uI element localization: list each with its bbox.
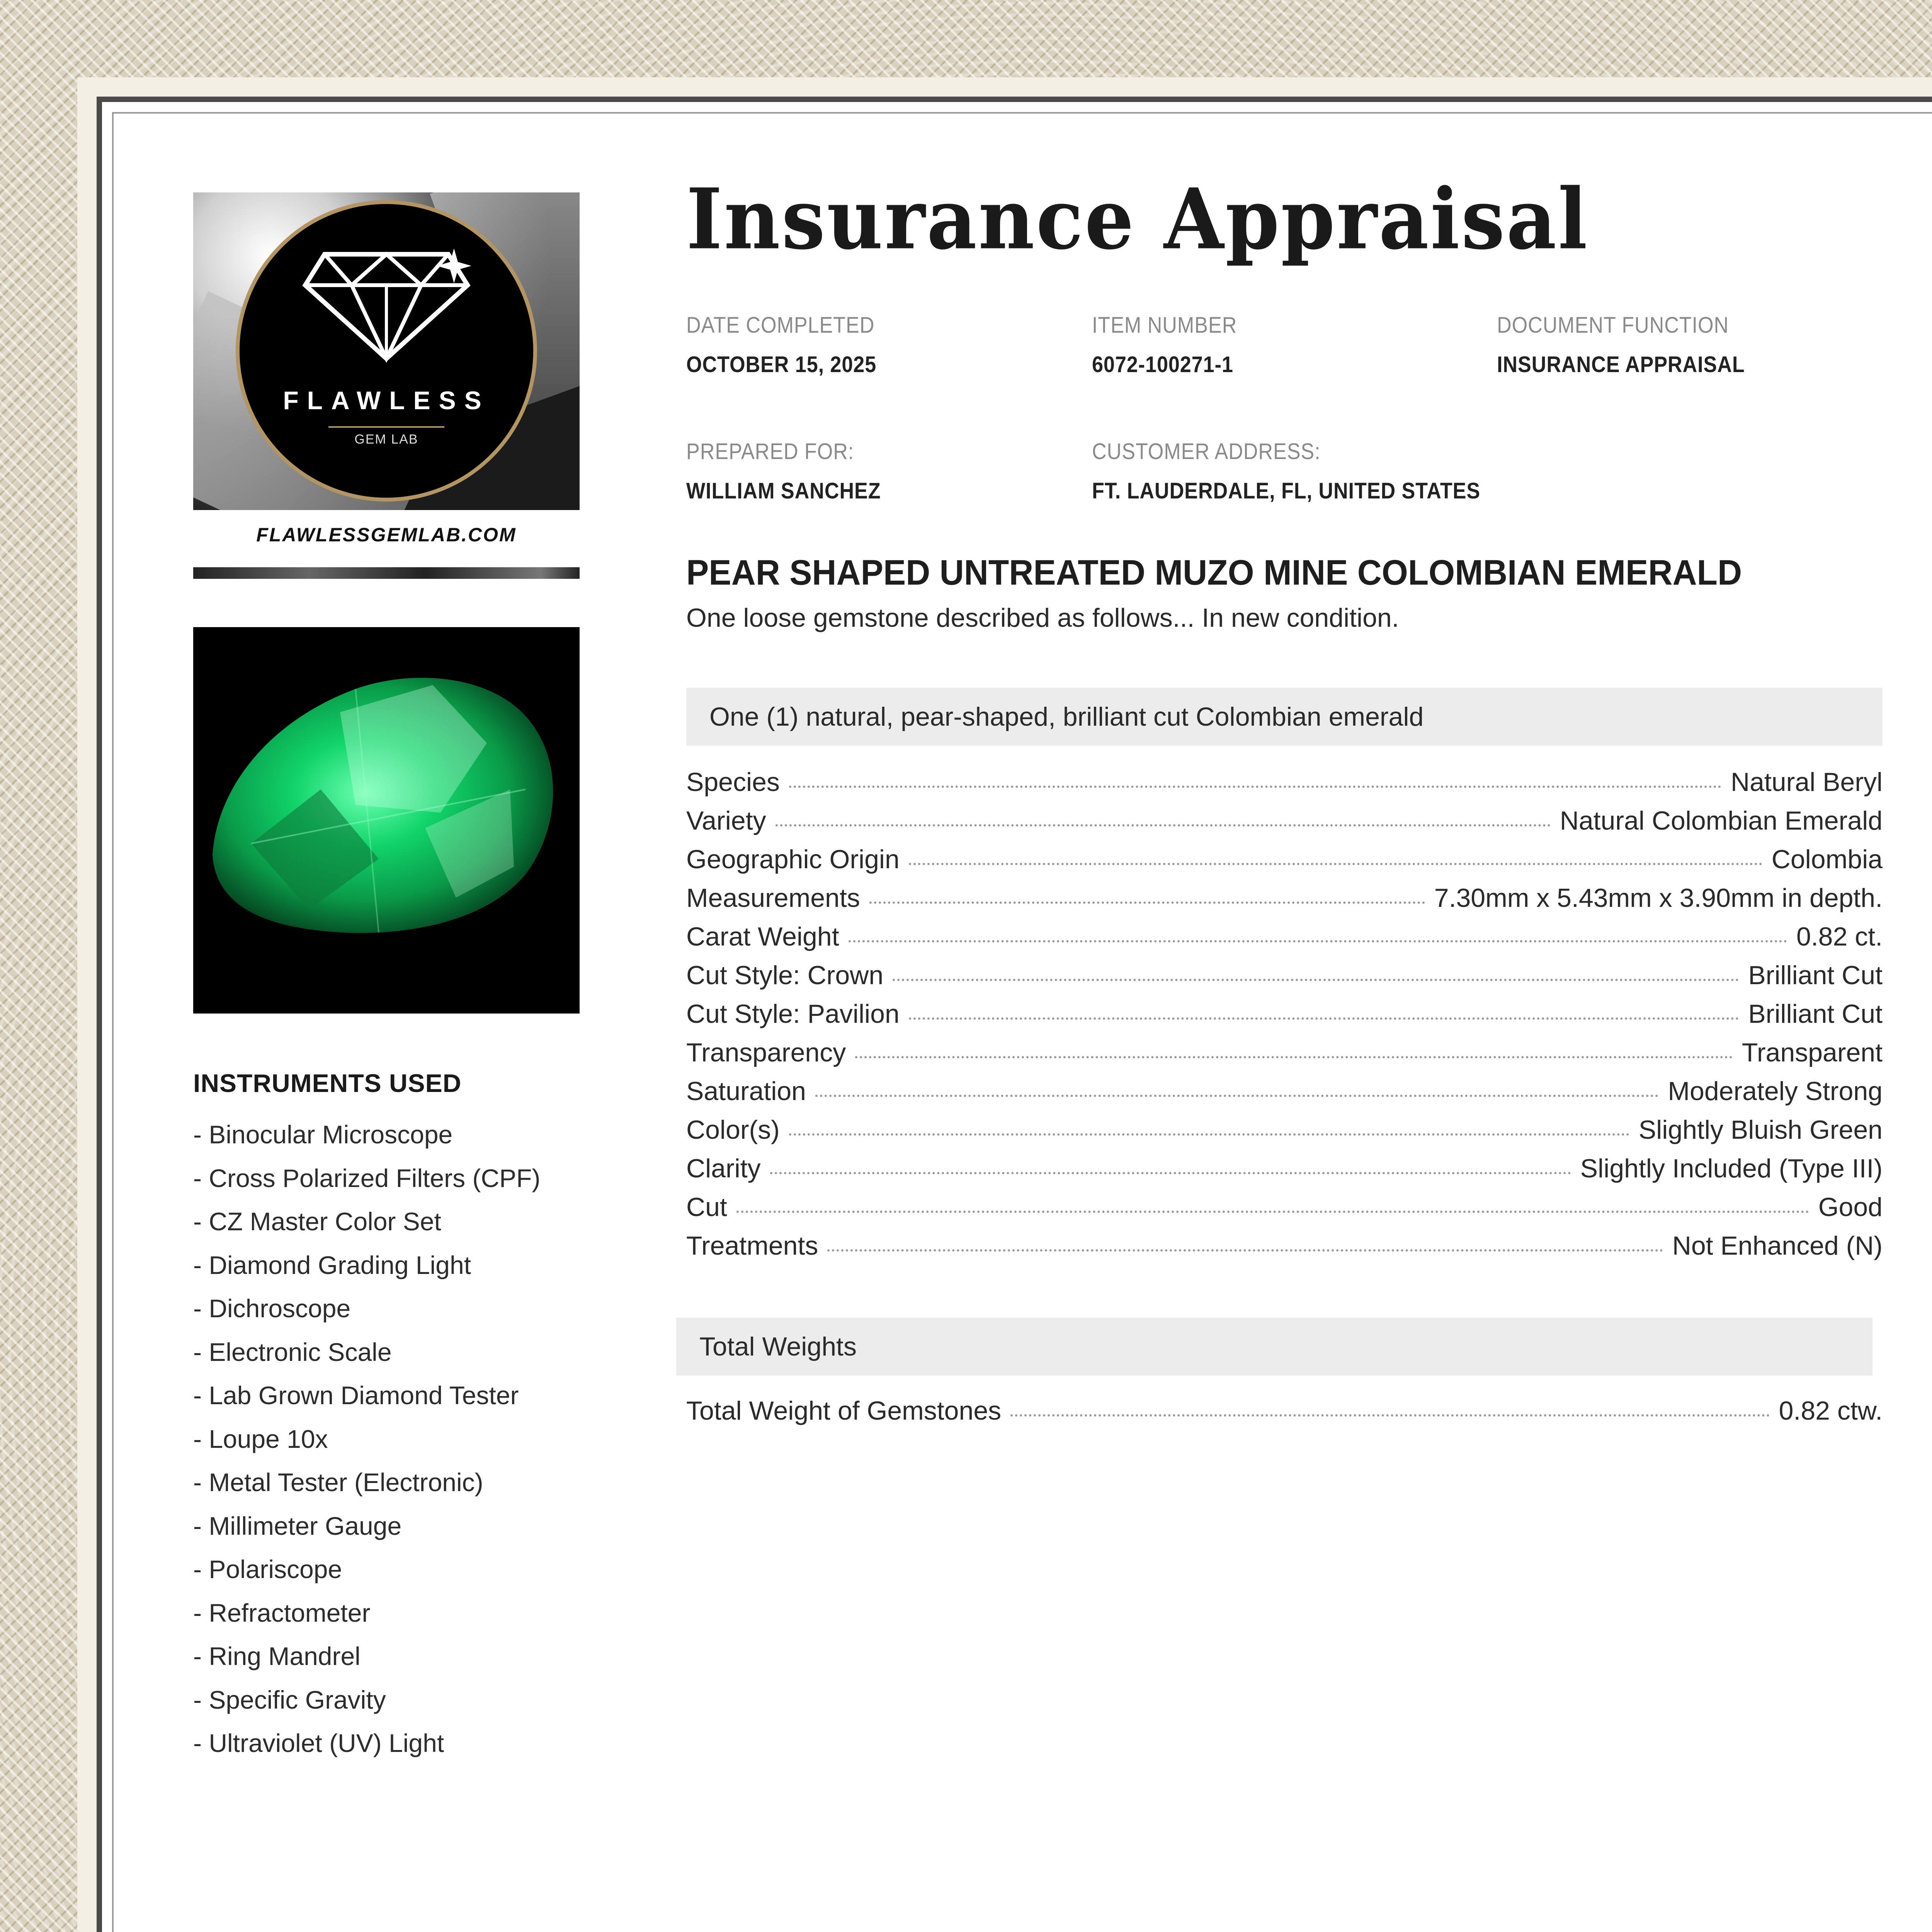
logo-name: FLAWLESS [283, 386, 490, 415]
list-item: - CZ Master Color Set [193, 1207, 441, 1236]
spec-value: Slightly Bluish Green [1638, 1115, 1883, 1145]
list-item: - Lab Grown Diamond Tester [193, 1381, 519, 1410]
spec-value: Brilliant Cut [1748, 999, 1883, 1029]
spec-label: Treatments [686, 1231, 818, 1260]
item-subtitle: One loose gemstone described as follows... In new condition. [686, 603, 1399, 633]
spec-row [686, 960, 1883, 999]
spec-label: Cut Style: Pavilion [686, 999, 900, 1029]
diamond-icon [301, 247, 471, 362]
spec-row [686, 767, 1883, 806]
list-item: - Ultraviolet (UV) Light [193, 1729, 444, 1757]
list-item: - Electronic Scale [193, 1337, 392, 1366]
brand-url: FLAWLESSGEMLAB.COM [256, 524, 517, 546]
total-weights-bar [676, 1318, 1872, 1376]
document-function-label: DOCUMENT FUNCTION [1497, 313, 1729, 338]
item-description: One (1) natural, pear-shaped, brilliant cut Colombian emerald [709, 702, 1424, 731]
spec-value: Natural Colombian Emerald [1560, 806, 1883, 835]
spec-label: Color(s) [686, 1115, 780, 1145]
document-function-value: INSURANCE APPRAISAL [1497, 352, 1745, 377]
spec-value: Colombia [1771, 845, 1883, 874]
instruments-list [193, 1113, 540, 1765]
spec-value: Moderately Strong [1668, 1077, 1883, 1106]
spec-row [686, 1115, 1883, 1153]
prepared-for-label: PREPARED FOR: [686, 439, 854, 464]
list-item: - Polariscope [193, 1555, 342, 1583]
list-item: - Binocular Microscope [193, 1120, 453, 1149]
date-completed-label: DATE COMPLETED [686, 313, 875, 338]
list-item: - Millimeter Gauge [193, 1511, 402, 1540]
spec-label: Carat Weight [686, 922, 839, 951]
spec-value: Not Enhanced (N) [1672, 1231, 1883, 1260]
list-item: - Loupe 10x [193, 1424, 328, 1453]
total-weights-heading: Total Weights [699, 1332, 857, 1361]
list-item: - Ring Mandrel [193, 1642, 361, 1670]
spec-label: Cut Style: Crown [686, 961, 884, 990]
spec-list [686, 767, 1883, 1269]
spec-row [686, 1231, 1883, 1269]
item-number-label: ITEM NUMBER [1092, 313, 1237, 338]
brand-logo [193, 192, 580, 510]
spec-label: Measurements [686, 883, 860, 913]
spec-row [686, 1153, 1883, 1192]
customer-address-value: FT. LAUDERDALE, FL, UNITED STATES [1092, 478, 1481, 503]
spec-row [686, 999, 1883, 1037]
page-title: Insurance Appraisal [686, 170, 1589, 269]
list-item: - Dichroscope [193, 1294, 351, 1323]
spec-label: Cut [686, 1192, 727, 1222]
spec-value: Slightly Included (Type III) [1580, 1154, 1883, 1183]
emerald-icon [193, 627, 580, 1014]
spec-row [686, 1396, 1883, 1434]
spec-row [686, 1076, 1883, 1115]
list-item: - Metal Tester (Electronic) [193, 1468, 483, 1497]
spec-value: Natural Beryl [1730, 767, 1883, 797]
spec-row [686, 1192, 1883, 1231]
spec-row [686, 844, 1883, 883]
spec-value: 0.82 ct. [1796, 922, 1883, 951]
item-number-value: 6072-100271-1 [1092, 352, 1233, 377]
instruments-heading: INSTRUMENTS USED [193, 1069, 462, 1097]
logo-url-strip [193, 510, 580, 580]
spec-row [686, 883, 1883, 922]
item-title: PEAR SHAPED UNTREATED MUZO MINE COLOMBIAN EMERALD [686, 553, 1742, 592]
spec-label: Species [686, 767, 780, 797]
logo-rule [328, 426, 444, 428]
list-item: - Refractometer [193, 1598, 371, 1627]
spec-value: 7.30mm x 5.43mm x 3.90mm in depth. [1434, 883, 1883, 913]
date-completed-value: OCTOBER 15, 2025 [686, 352, 877, 377]
gemstone-photo [193, 627, 580, 1014]
item-description-bar [686, 688, 1883, 746]
spec-row [686, 922, 1883, 960]
spec-value: Brilliant Cut [1748, 961, 1883, 990]
spec-label: Geographic Origin [686, 845, 900, 874]
total-weights-row [686, 1396, 1883, 1434]
list-item: - Cross Polarized Filters (CPF) [193, 1163, 541, 1192]
spec-label: Transparency [686, 1038, 846, 1067]
spec-label: Clarity [686, 1154, 761, 1183]
spec-value: Good [1818, 1192, 1883, 1222]
spec-label: Variety [686, 806, 766, 835]
total-weight-label: Total Weight of Gemstones [686, 1396, 1002, 1425]
list-item: - Specific Gravity [193, 1685, 386, 1714]
list-item: - Diamond Grading Light [193, 1250, 471, 1279]
spec-label: Saturation [686, 1077, 806, 1106]
spec-value: Transparent [1742, 1038, 1883, 1067]
customer-address-label: CUSTOMER ADDRESS: [1092, 439, 1321, 464]
decorative-stripe [193, 567, 580, 579]
spec-row [686, 806, 1883, 844]
logo-subtitle: GEM LAB [354, 432, 418, 447]
logo-badge [236, 200, 537, 502]
prepared-for-value: WILLIAM SANCHEZ [686, 478, 881, 503]
spec-row [686, 1037, 1883, 1076]
total-weight-value: 0.82 ctw. [1779, 1396, 1883, 1425]
